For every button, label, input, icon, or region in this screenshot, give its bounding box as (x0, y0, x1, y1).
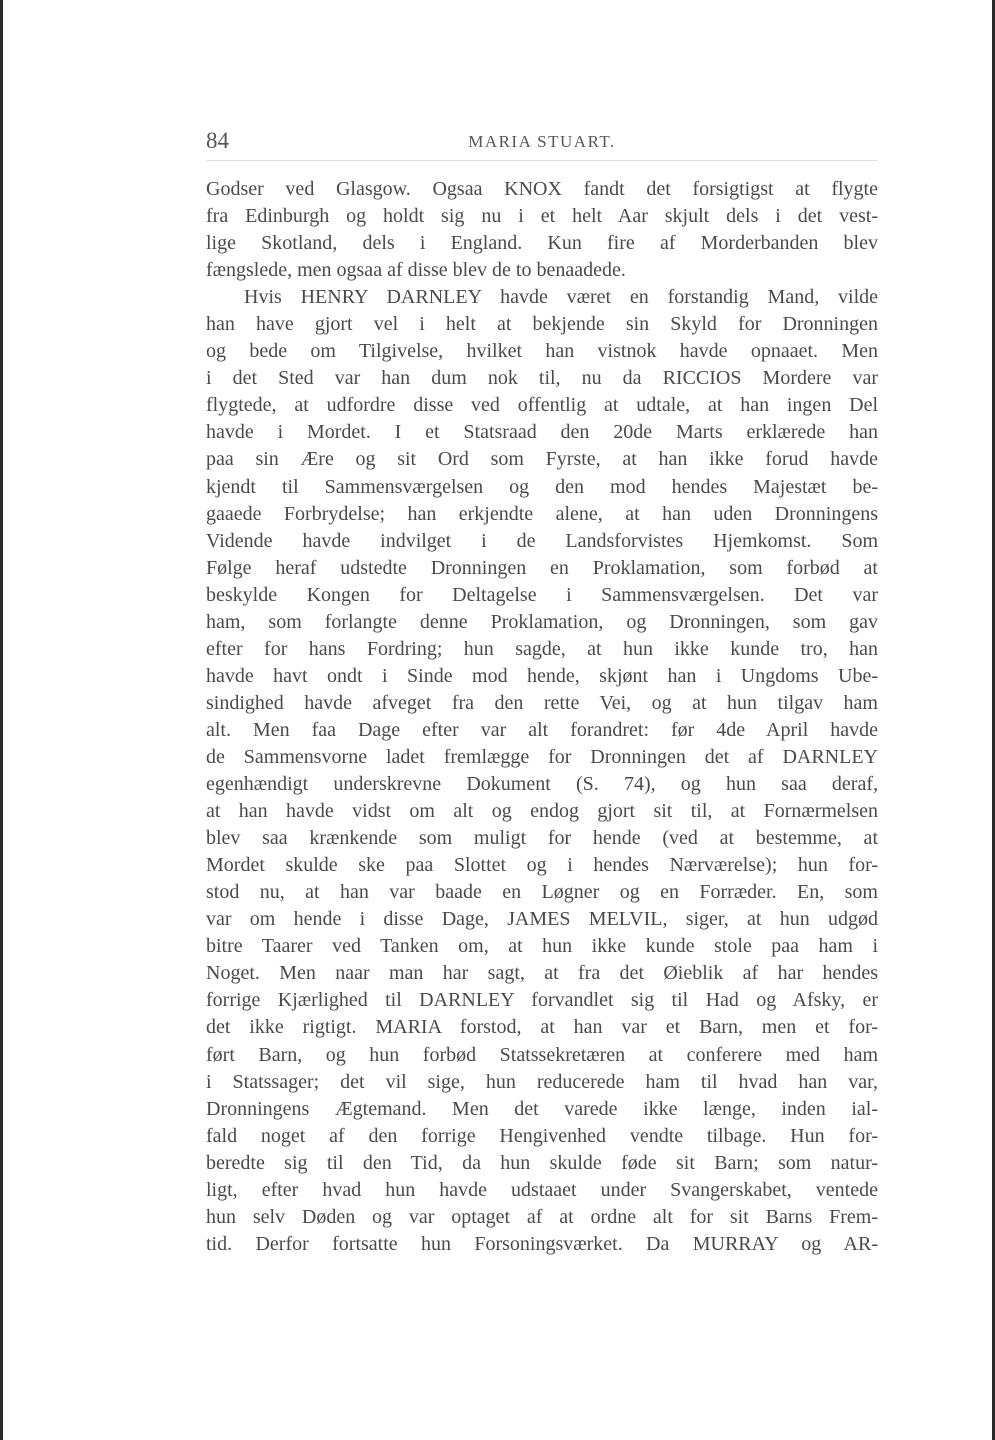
text-line: i det Sted var han dum nok til, nu da RICCIOS Mordere var (206, 367, 878, 390)
text-line: Godser ved Glasgow. Ogsaa KNOX fandt det forsigtigst at flygte (206, 178, 878, 200)
text-line: beredte sig til den Tid, da hun skulde føde sit Barn; som natur- (206, 1151, 878, 1174)
text-line: tid. Derfor fortsatte hun Forsoningsværket. Da MURRAY og AR- (206, 1232, 878, 1255)
text-line: Noget. Men naar man har sagt, at fra det Øieblik af har hendes (206, 962, 878, 985)
text-line: gaaede Forbrydelse; han erkjendte alene, at han uden Dronningens (206, 502, 878, 525)
text-line: havde i Mordet. I et Statsraad den 20de Marts erklærede han (206, 421, 878, 444)
text-line: var om hende i disse Dage, JAMES MELVIL, siger, at hun udgød (206, 908, 878, 931)
text-line: egenhændigt underskrevne Dokument (S. 74), og hun saa deraf, (206, 773, 878, 796)
header-rule (206, 160, 878, 161)
page-number: 84 (206, 128, 229, 153)
text-line: de Sammensvorne ladet fremlægge for Dronningen det af DARNLEY (206, 745, 878, 768)
text-line: han have gjort vel i helt at bekjende sin Skyld for Dronningen (206, 313, 878, 336)
text-line: Dronningens Ægtemand. Men det varede ikke længe, inden ial- (206, 1097, 878, 1120)
text-line: hun selv Døden og var optaget af at ordne alt for sit Barns Frem- (206, 1205, 878, 1228)
text-line: sindighed havde afveget fra den rette Vei, og at hun tilgav ham (206, 691, 878, 714)
running-title: MARIA STUART. (468, 132, 616, 151)
text-line: lige Skotland, dels i England. Kun fire af Morderbanden blev (206, 232, 878, 255)
body-text (206, 176, 878, 1258)
text-line: ligt, efter hvad hun havde udstaaet under Svangerskabet, ventede (206, 1178, 878, 1201)
text-line: kjendt til Sammensværgelsen og den mod hendes Majestæt be- (206, 475, 878, 498)
text-line: at han havde vidst om alt og endog gjort sit til, at Fornærmelsen (206, 800, 878, 823)
text-line: havde havt ondt i Sinde mod hende, skjønt han i Ungdoms Ube- (206, 664, 878, 687)
text-line: og bede om Tilgivelse, hvilket han vistnok havde opnaaet. Men (206, 340, 878, 363)
text-line: Følge heraf udstedte Dronningen en Proklamation, som forbød at (206, 556, 878, 579)
text-line: blev saa krænkende som muligt for hende (ved at bestemme, at (206, 827, 878, 850)
text-line: bitre Taarer ved Tanken om, at hun ikke kunde stole paa ham i (206, 935, 878, 958)
text-line: Vidende havde indvilget i de Landsforvistes Hjemkomst. Som (206, 529, 878, 552)
text-line: forrige Kjærlighed til DARNLEY forvandlet sig til Had og Afsky, er (206, 989, 878, 1012)
page-edge-left (0, 0, 3, 1440)
text-line: ham, som forlangte denne Proklamation, og Dronningen, som gav (206, 610, 878, 633)
text-line: stod nu, at han var baade en Løgner og en Forræder. En, som (206, 881, 878, 904)
text-line: fængslede, men ogsaa af disse blev de to benaadede. (206, 259, 626, 282)
text-line: ført Barn, og hun forbød Statssekretæren at conferere med ham (206, 1043, 878, 1066)
text-line: paa sin Ære og sit Ord som Fyrste, at han ikke forud havde (206, 448, 878, 471)
text-line: det ikke rigtigt. MARIA forstod, at han var et Barn, men et for- (206, 1016, 878, 1039)
text-line: flygtede, at udfordre disse ved offentlig at udtale, at han ingen Del (206, 394, 878, 417)
text-line: i Statssager; det vil sige, hun reducerede ham til hvad han var, (206, 1070, 878, 1093)
text-line: fra Edinburgh og holdt sig nu i et helt Aar skjult dels i det vest- (206, 205, 878, 228)
text-line: Hvis HENRY DARNLEY havde været en forstandig Mand, vilde (244, 286, 878, 309)
text-line: efter for hans Fordring; hun sagde, at hun ikke kunde tro, han (206, 637, 878, 660)
text-line: fald noget af den forrige Hengivenhed vendte tilbage. Hun for- (206, 1124, 878, 1147)
text-line: alt. Men faa Dage efter var alt forandret: før 4de April havde (206, 718, 878, 741)
text-line: beskylde Kongen for Deltagelse i Sammensværgelsen. Det var (206, 583, 878, 606)
text-line: Mordet skulde ske paa Slottet og i hendes Nærværelse); hun for- (206, 854, 878, 877)
running-header (206, 128, 878, 158)
